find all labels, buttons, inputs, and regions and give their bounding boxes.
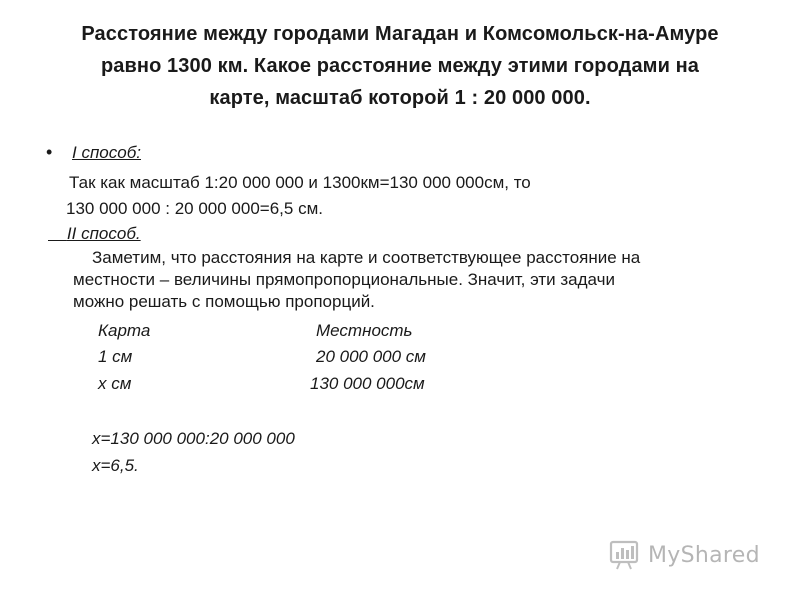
solution-line-1: х=130 000 000:20 000 000	[92, 429, 295, 448]
myshared-logo-icon	[608, 538, 642, 572]
method2-heading-row	[48, 223, 141, 245]
proportion-row1-terrain: 20 000 000 см	[316, 347, 426, 366]
method2-text-line-3: можно решать с помощью пропорций.	[73, 292, 375, 311]
watermark	[608, 538, 760, 572]
method2-text-line-1: Заметим, что расстояния на карте и соответствующее расстояние на	[92, 248, 641, 267]
watermark-text: MyShared	[648, 542, 760, 568]
title-line-3: карте, масштаб которой 1 : 20 000 000.	[209, 87, 591, 109]
method1-text-line-1: Так как масштаб 1:20 000 000 и 1300км=130 000 000см, то	[69, 173, 531, 192]
proportion-row1-map: 1 см	[98, 347, 133, 366]
method2-text-line-2: местности – величины прямопропорциональные. Значит, эти задачи	[73, 270, 615, 289]
method1-text-line-2: 130 000 000 : 20 000 000=6,5 см.	[66, 199, 323, 218]
slide-title	[40, 18, 760, 114]
method2-heading: II способ.	[66, 224, 141, 243]
title-line-2: равно 1300 км. Какое расстояние между этими городами на	[100, 55, 700, 77]
bullet-marker: •	[46, 142, 53, 162]
proportion-row2-terrain: 130 000 000см	[310, 374, 425, 393]
proportion-header-map: Карта	[98, 321, 151, 340]
title-line-1: Расстояние между городами Магадан и Комсомольск-на-Амуре	[81, 23, 719, 45]
solution-line-2: х=6,5.	[92, 456, 139, 475]
proportion-header-terrain: Местность	[316, 321, 413, 340]
proportion-row2-map: х см	[98, 374, 132, 393]
underline-spacer	[48, 224, 67, 243]
method1-heading: I способ:	[72, 143, 141, 162]
